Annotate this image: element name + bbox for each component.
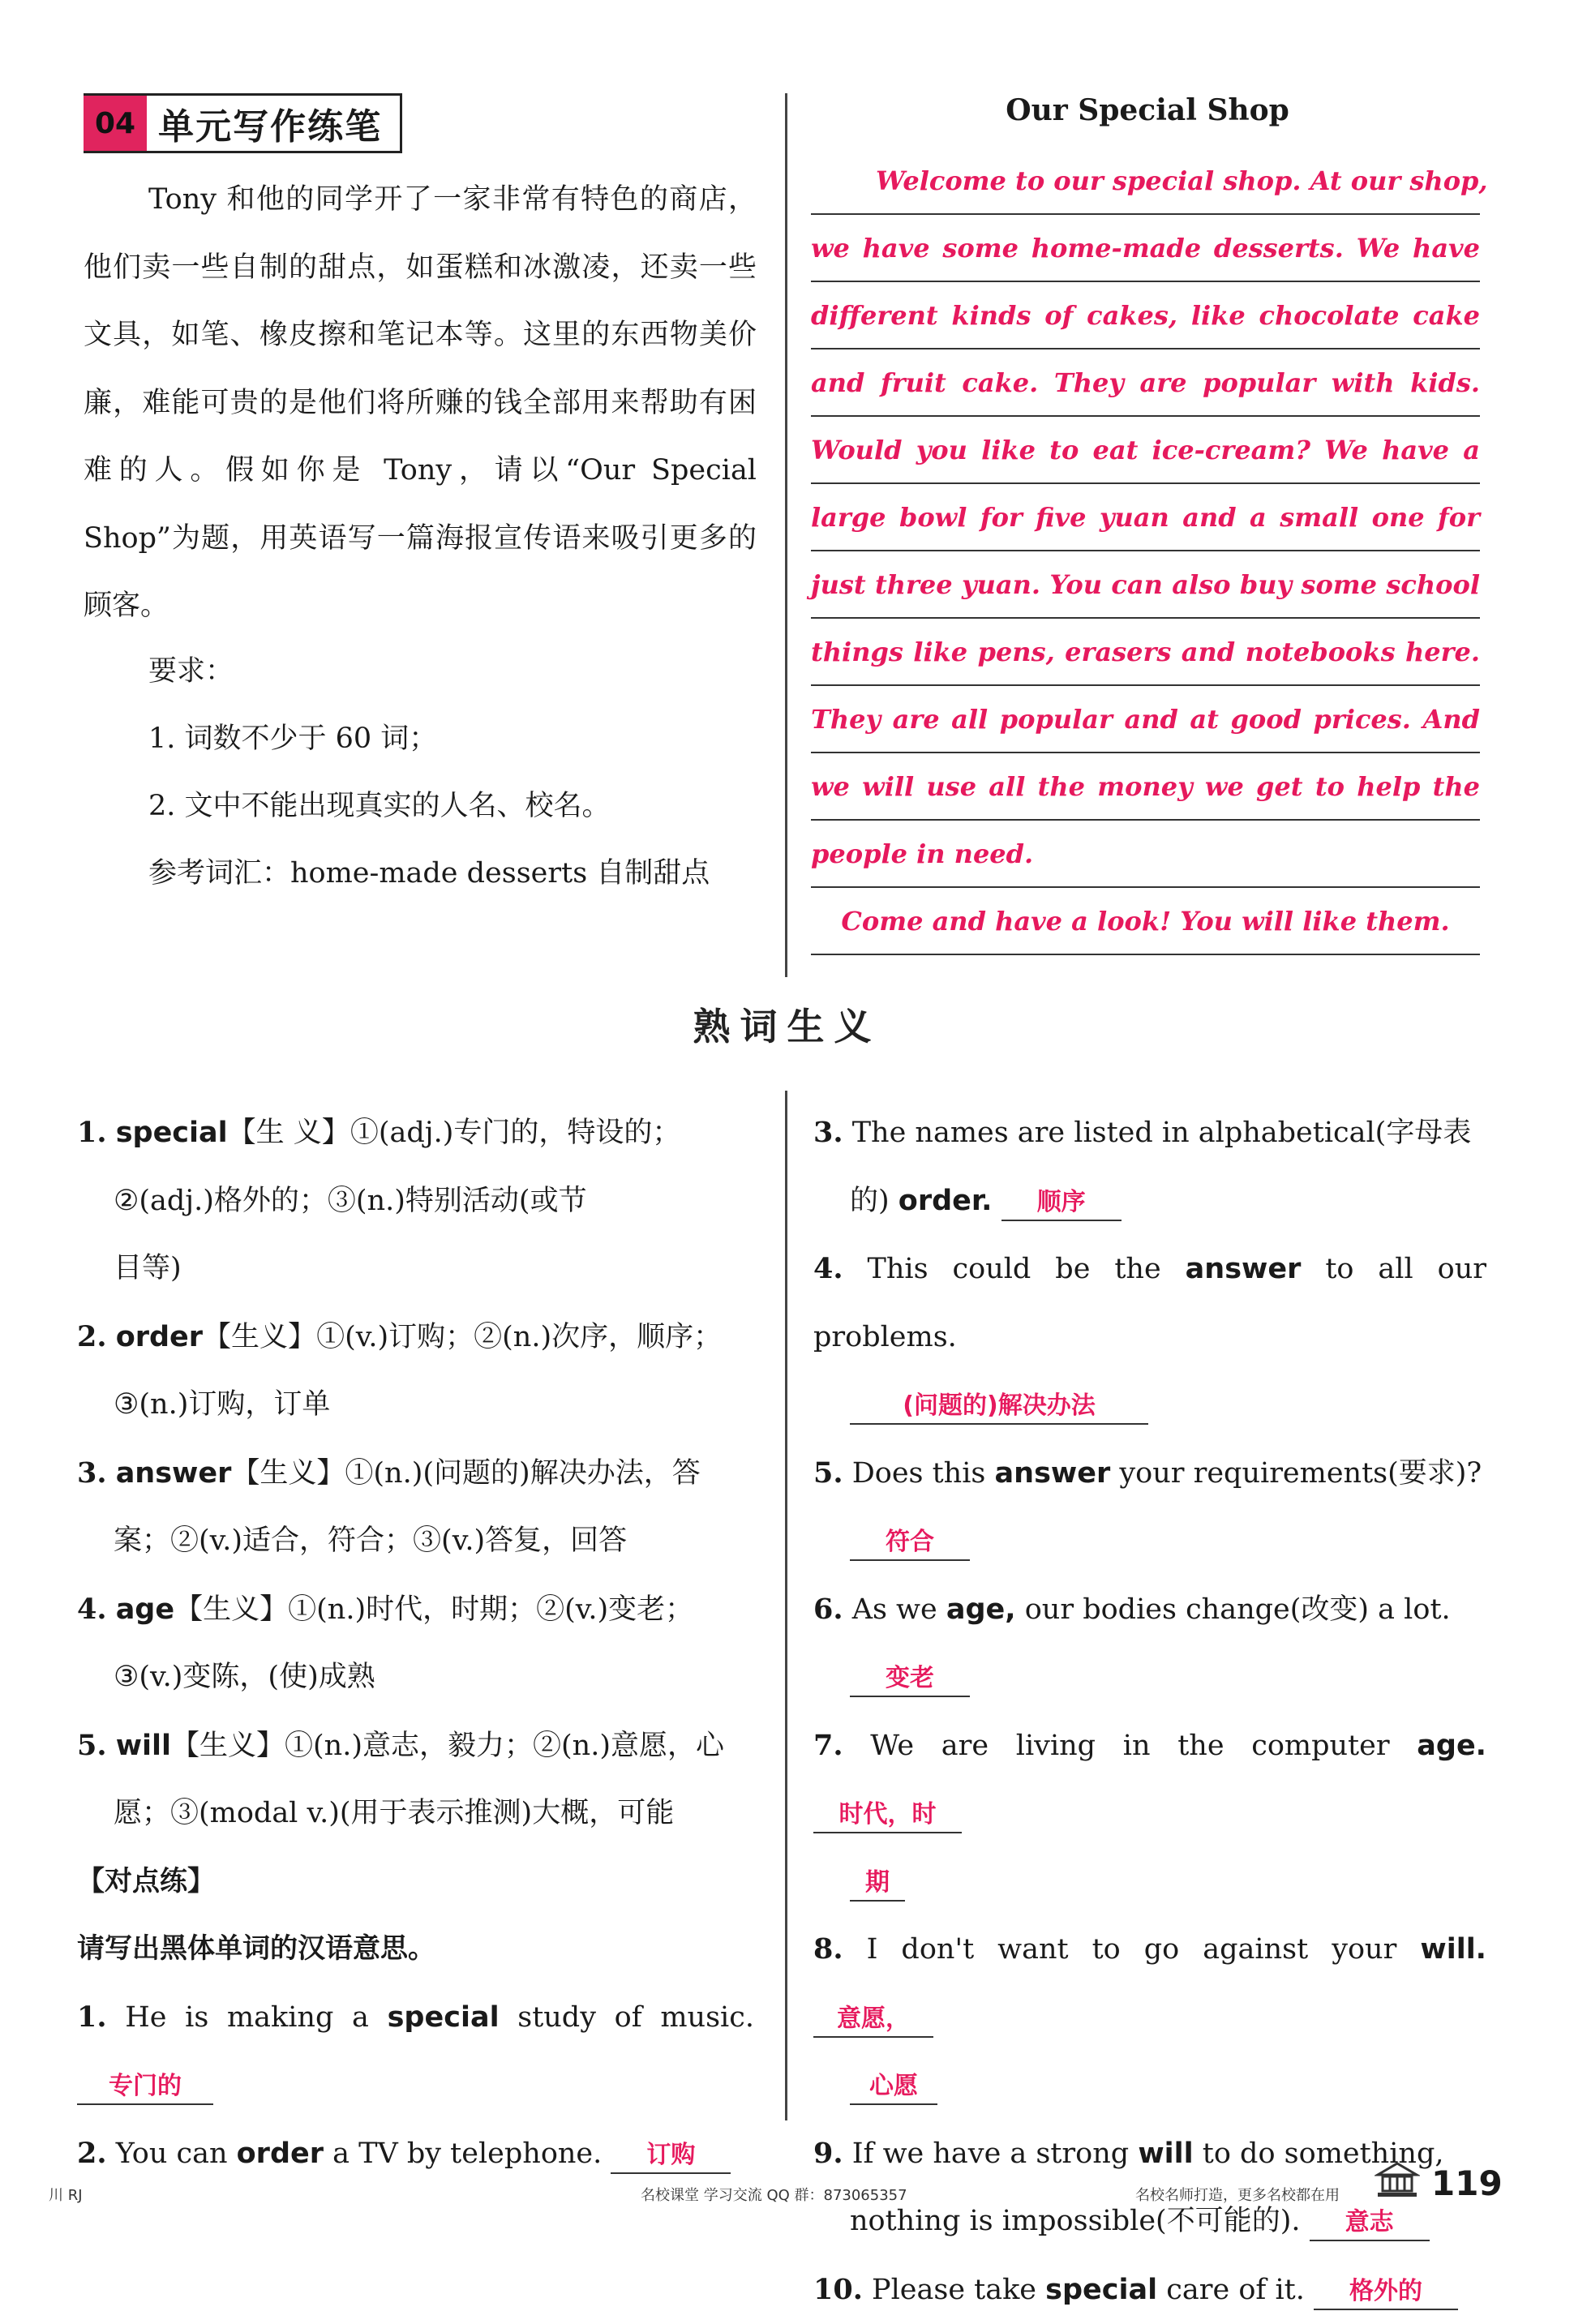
item-text: Does this	[852, 1457, 986, 1490]
item-text: As we	[852, 1593, 937, 1626]
entry-sense: ②(adj.)格外的；③(n.)特别活动(或节	[77, 1168, 754, 1236]
writing-task	[84, 166, 757, 641]
entry-word: age	[116, 1593, 174, 1626]
practice-item	[77, 2120, 754, 2189]
answer-blank[interactable]: 专门的	[77, 2074, 213, 2105]
essay-line: They are all popular and at good prices. And	[811, 686, 1480, 753]
vocab-hint: 参考词汇：home-made desserts 自制甜点	[148, 857, 710, 890]
entry-word: answer	[116, 1457, 232, 1490]
entry-tag: 【生义】	[231, 1457, 345, 1490]
item-number: 2.	[77, 2137, 107, 2170]
practice-title: 【对点练】	[77, 1848, 754, 1916]
answer-blank[interactable]: 时代，时	[813, 1803, 962, 1833]
essay-line: we have some home-made desserts. We have	[811, 215, 1480, 282]
essay-line: large bowl for five yuan and a small one for	[811, 484, 1480, 551]
item-number: 7.	[813, 1729, 843, 1762]
vocab-entry	[77, 1712, 754, 1848]
entry-word: will	[116, 1730, 171, 1762]
item-number: 5.	[813, 1456, 843, 1490]
vocab-entry	[77, 1439, 754, 1576]
item-text: a TV by telephone.	[332, 2137, 602, 2170]
entry-number: 3.	[77, 1456, 107, 1490]
item-keyword: answer	[995, 1457, 1111, 1490]
item-text: your requirements(要求)?	[1119, 1457, 1482, 1490]
school-logo-icon	[1375, 2160, 1420, 2199]
requirements-title: 要求：	[148, 655, 234, 688]
entry-word: order	[116, 1321, 203, 1353]
entry-sense: 目等)	[77, 1235, 754, 1303]
item-number: 1.	[77, 2000, 107, 2034]
essay-line: different kinds of cakes, like chocolate cake	[811, 282, 1480, 349]
entry-sense: 愿；③(modal v.)(用于表示推测)大概，可能	[77, 1780, 754, 1848]
footer-qq: 名校课堂 学习交流 QQ 群：873065357	[641, 2184, 907, 2205]
item-number: 10.	[813, 2273, 863, 2306]
answer-blank[interactable]: 变老	[850, 1666, 970, 1697]
practice-item	[813, 1235, 1486, 1439]
practice-item	[813, 1576, 1486, 1712]
column-divider	[785, 93, 787, 977]
entry-sense: ③(n.)订购，订单	[77, 1371, 754, 1439]
entry-number: 2.	[77, 1320, 107, 1353]
practice-item	[813, 2256, 1486, 2324]
item-text: The names are listed in alphabetical(字母表	[852, 1117, 1472, 1149]
answer-blank-cont[interactable]: 心愿	[850, 2074, 937, 2105]
answer-blank[interactable]: 意愿，	[813, 2007, 933, 2038]
essay-title: Our Special Shop	[811, 93, 1484, 127]
answer-blank[interactable]: 订购	[611, 2143, 731, 2174]
item-text: You can	[116, 2137, 228, 2170]
item-text: our bodies change(改变) a lot.	[1025, 1593, 1451, 1626]
practice-item	[813, 1915, 1486, 2120]
answer-blank[interactable]: (问题的)解决办法	[850, 1394, 1148, 1425]
essay-line: we will use all the money we get to help the	[811, 753, 1480, 821]
entry-number: 5.	[77, 1729, 107, 1762]
entry-tag: 【生义】	[203, 1321, 316, 1353]
practice-item	[77, 1983, 754, 2120]
vocab-entry	[77, 1099, 754, 1303]
essay-line: and fruit cake. They are popular with kids.	[811, 349, 1480, 417]
practice-instruction: 请写出黑体单词的汉语意思。	[77, 1915, 754, 1983]
footer-slogan: 名校名师打造，更多名校都在用	[1135, 2184, 1340, 2205]
entry-sense: ①(n.)(问题的)解决办法，答	[345, 1457, 700, 1490]
section-title: 单元写作练笔	[147, 96, 400, 151]
answer-blank[interactable]: 格外的	[1314, 2279, 1458, 2310]
item-text: to do something,	[1203, 2137, 1444, 2170]
entry-tag: 【生义】	[174, 1593, 288, 1626]
item-keyword: age,	[946, 1593, 1016, 1626]
essay-line: Would you like to eat ice-cream? We have a	[811, 417, 1480, 484]
item-number: 4.	[813, 1252, 843, 1285]
section-tag	[84, 93, 402, 153]
item-number: 3.	[813, 1116, 843, 1149]
essay-line: Come and have a look! You will like them.	[811, 888, 1480, 955]
item-keyword: special	[388, 2001, 500, 2034]
entry-number: 1.	[77, 1116, 107, 1149]
essay-line: just three yuan. You can also buy some school	[811, 551, 1480, 619]
item-keyword: will	[1138, 2137, 1193, 2170]
practice-item	[813, 1439, 1486, 1576]
essay-line: things like pens, erasers and notebooks here.	[811, 619, 1480, 686]
essay-line: Welcome to our special shop. At our shop,	[811, 148, 1480, 215]
essay-text	[811, 148, 1480, 955]
item-text: We are living in the computer	[870, 1730, 1389, 1762]
item-text: Please take	[872, 2274, 1036, 2306]
section-number: 04	[84, 96, 147, 151]
item-text: to all our problems.	[813, 1253, 1486, 1353]
entry-sense: 案；②(v.)适合，符合；③(v.)答复，回答	[77, 1507, 754, 1576]
item-text: This could be the	[868, 1253, 1161, 1285]
column-divider-2	[785, 1091, 787, 2120]
answer-blank[interactable]: 顺序	[1001, 1190, 1122, 1221]
entry-number: 4.	[77, 1593, 107, 1626]
practice-item	[813, 1099, 1486, 1235]
entry-sense: ①(adj.)专门的，特设的；	[350, 1117, 681, 1149]
item-text: 的)	[850, 1185, 890, 1217]
practice-item	[813, 1712, 1486, 1916]
item-number: 9.	[813, 2137, 843, 2170]
vocab-list	[77, 1099, 754, 2188]
page-number: 119	[1431, 2163, 1503, 2203]
essay-line: people in need.	[811, 821, 1480, 888]
requirement-2: 2. 文中不能出现真实的人名、校名。	[148, 790, 611, 822]
item-keyword: special	[1045, 2274, 1157, 2306]
item-keyword: answer	[1186, 1253, 1302, 1285]
item-keyword: age.	[1417, 1730, 1486, 1762]
item-text: He is making a	[125, 2001, 369, 2034]
entry-tag: 【生 义】	[228, 1117, 350, 1149]
entry-sense: ①(v.)订购；②(n.)次序，顺序；	[316, 1321, 722, 1353]
entry-tag: 【生义】	[171, 1730, 285, 1762]
answer-blank[interactable]: 意志	[1310, 2210, 1430, 2241]
requirement-1: 1. 词数不少于 60 词；	[148, 722, 437, 755]
section-heading: 熟词生义	[0, 997, 1574, 1051]
practice-list-right	[813, 1099, 1486, 2324]
answer-blank[interactable]: 符合	[850, 1530, 970, 1561]
item-text: nothing is impossible(不可能的).	[850, 2205, 1301, 2237]
item-number: 8.	[813, 1932, 843, 1966]
item-keyword: order	[237, 2137, 324, 2170]
entry-sense: ①(n.)意志，毅力；②(n.)意愿，心	[285, 1730, 724, 1762]
entry-sense: ③(v.)变陈，(使)成熟	[77, 1644, 754, 1712]
item-keyword: order.	[899, 1185, 993, 1217]
item-text: care of it.	[1166, 2274, 1305, 2306]
entry-word: special	[116, 1117, 228, 1149]
vocab-entry	[77, 1303, 754, 1439]
item-text: If we have a strong	[852, 2137, 1130, 2170]
item-keyword: will.	[1420, 1933, 1486, 1966]
vocab-entry	[77, 1576, 754, 1712]
item-text: I don't want to go against your	[867, 1933, 1397, 1966]
item-number: 6.	[813, 1593, 843, 1626]
answer-blank-cont[interactable]: 期	[850, 1871, 905, 1902]
item-text: study of music.	[517, 2001, 754, 2034]
entry-sense: ①(n.)时代，时期；②(v.)变老；	[288, 1593, 693, 1626]
footer-edition: 川 RJ	[49, 2184, 83, 2205]
task-prompt: Tony 和他的同学开了一家非常有特色的商店，他们卖一些自制的甜点，如蛋糕和冰激凌，还卖一些文具，如笔、橡皮擦和笔记本等。这里的东西物美价廉，难能可贵的是他们将所赚的钱全部用来帮助有困难的人。假如你是 Tony，请以“Our Special Shop”为题，用英语写一篇海报宣传语来吸引更多的顾客。	[84, 166, 757, 641]
